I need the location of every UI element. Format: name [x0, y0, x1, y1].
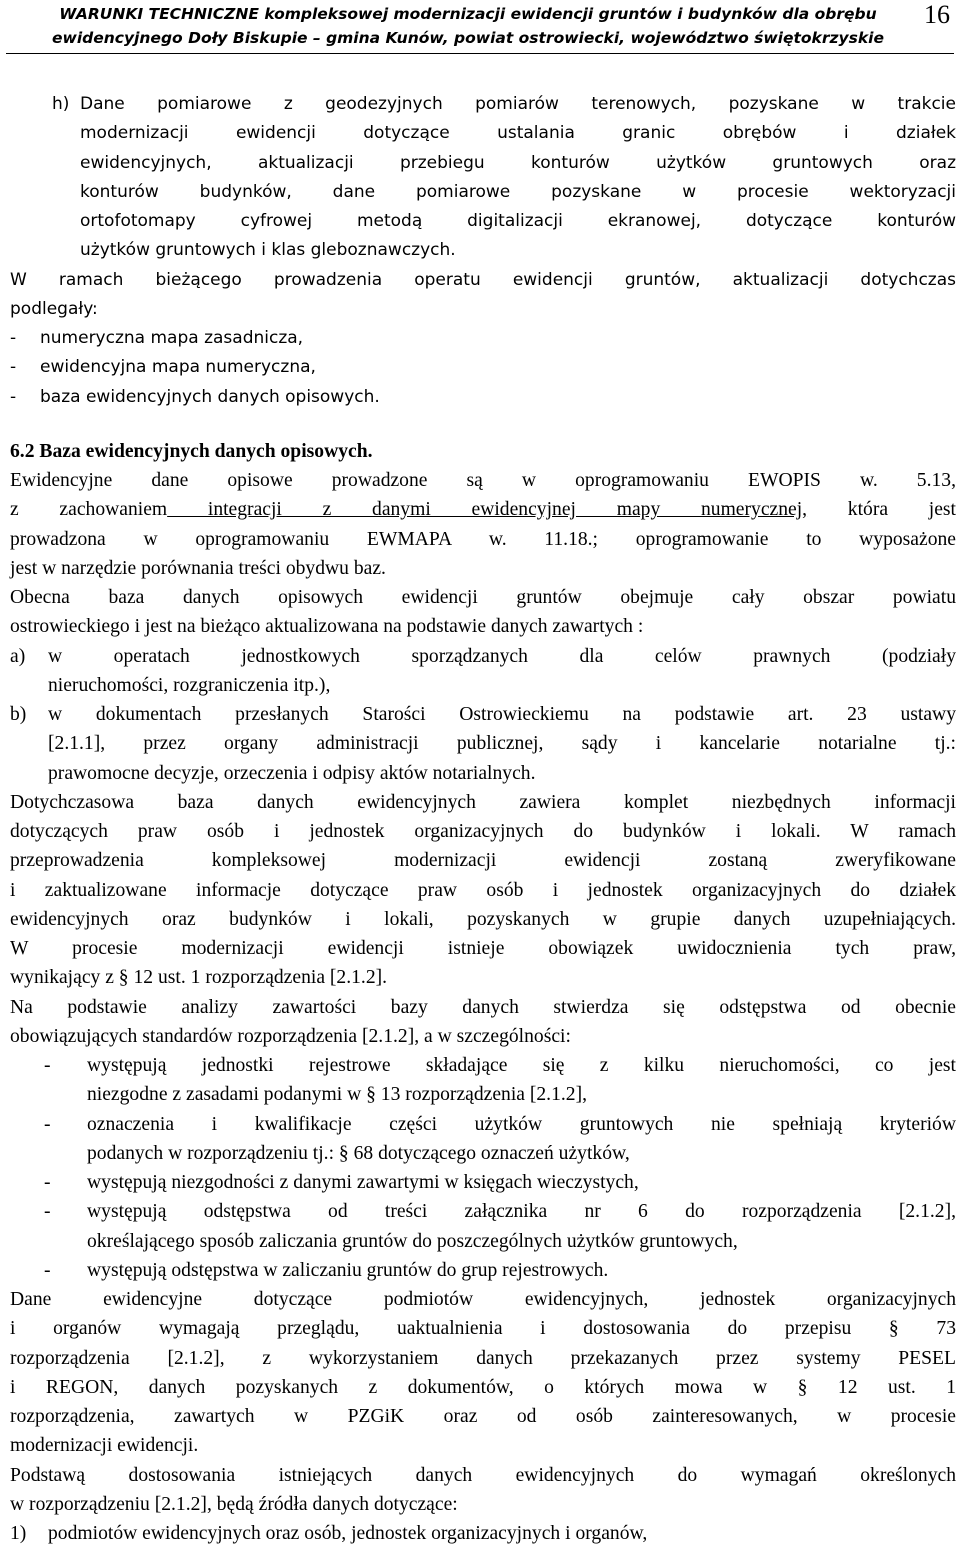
list-item-cont — [10, 1139, 956, 1168]
paragraph-text: dotyczących praw osób i jednostek organizacyjnych do budynków i lokali. W ramach — [10, 821, 956, 842]
list-item-text: w dokumentach przesłanych Starości Ostrowieckiemu na podstawie art. 23 ustawy — [48, 704, 956, 725]
paragraph-line — [10, 1373, 956, 1402]
paragraph-line — [10, 583, 956, 612]
list-item — [10, 1519, 956, 1548]
item-h-text: ortofotomapy cyfrowej metodą digitalizacji ekranowej, dotyczące konturów — [80, 211, 956, 231]
list-item-cont — [10, 1227, 956, 1256]
list-item-cont — [10, 1080, 956, 1109]
header-line-2: ewidencyjnego Doły Biskupie – gmina Kunów, powiat ostrowiecki, województwo świętokrzyskie — [52, 29, 884, 47]
paragraph-text: wynikający z § 12 ust. 1 rozporządzenia [2.1.2]. — [10, 967, 388, 989]
paragraph-line — [10, 1344, 956, 1373]
list-item-text: [2.1.1], przez organy administracji publicznej, sądy i kancelarie notarialne tj.: — [48, 733, 956, 755]
list-label: a) — [10, 645, 26, 667]
list-item — [10, 642, 956, 671]
paragraph-line — [10, 1431, 956, 1460]
item-h-label: h) — [52, 94, 70, 114]
item-h-line — [10, 149, 956, 178]
paragraph-line — [10, 817, 956, 846]
paragraph-text: która jest — [807, 499, 956, 521]
dash-marker: - — [44, 1113, 51, 1135]
list-item-text: numeryczna mapa zasadnicza, — [40, 328, 304, 348]
list-item — [10, 353, 956, 382]
dash-marker: - — [44, 1259, 51, 1281]
item-h-line — [10, 207, 956, 236]
paragraph-text: W procesie modernizacji ewidencji istnieje obowiązek uwidocznienia tych praw, — [10, 938, 956, 959]
paragraph-line — [10, 1461, 956, 1490]
paragraph-line — [10, 876, 956, 905]
list-item-cont — [10, 671, 956, 700]
intro-line — [10, 266, 956, 295]
item-h — [10, 90, 956, 412]
intro-line — [10, 295, 956, 324]
list-item-text: występują jednostki rejestrowe składające się z kilku nieruchomości, co jest — [87, 1055, 956, 1076]
paragraph-text: rozporządzenia [2.1.2], z wykorzystaniem danych przekazanych przez systemy PESEL — [10, 1347, 956, 1369]
list-label: 1) — [10, 1523, 27, 1544]
paragraph-line — [10, 1402, 956, 1431]
spacer — [10, 412, 956, 437]
paragraph-text: przeprowadzenia kompleksowej modernizacji ewidencji zostaną zweryfikowane — [10, 850, 956, 872]
list-item-text: podanych w rozporządzeniu tj.: § 68 dotyczącego oznaczeń użytków, — [87, 1142, 630, 1164]
paragraph-line — [10, 612, 956, 641]
paragraph-line — [10, 1285, 956, 1314]
list-item — [10, 1168, 956, 1197]
paragraph-line — [10, 934, 956, 963]
item-h-line — [10, 236, 956, 265]
paragraph-text: Na podstawie analizy zawartości bazy danych stwierdza się odstępstwa od obecnie — [10, 996, 956, 1018]
paragraph-text: Dane ewidencyjne dotyczące podmiotów ewidencyjnych, jednostek organizacyjnych — [10, 1289, 956, 1310]
dash-marker: - — [10, 386, 17, 407]
item-h-text: konturów budynków, dane pomiarowe pozyskane w procesie wektoryzacji — [80, 181, 956, 202]
intro-dash-list — [10, 324, 956, 412]
list-item-text: występują odstępstwa w zaliczaniu gruntów do grup rejestrowych. — [87, 1259, 609, 1281]
paragraph-text: modernizacji ewidencji. — [10, 1435, 199, 1457]
paragraph-line — [10, 495, 956, 524]
paragraph-line — [10, 788, 956, 817]
list-item — [10, 1051, 956, 1080]
paragraph-text: jest w narzędzie porównania treści obydwu baz. — [10, 557, 386, 579]
page-number: 16 — [924, 0, 950, 29]
list-item — [10, 1256, 956, 1285]
item-h-line — [10, 178, 956, 207]
paragraph-line — [10, 846, 956, 875]
paragraph-text: i REGON, danych pozyskanych z dokumentów, o których mowa w § 12 ust. 1 — [10, 1376, 956, 1398]
paragraph-text: ostrowieckiego i jest na bieżąco aktualizowana na podstawie danych zawartych : — [10, 616, 644, 638]
list-item-text: ewidencyjna mapa numeryczna, — [40, 357, 316, 378]
paragraph-line — [10, 1022, 956, 1051]
paragraph-text: rozporządzenia, zawartych w PZGiK oraz od osób zainteresowanych, w procesie — [10, 1406, 956, 1427]
dash-marker: - — [44, 1055, 51, 1076]
dash-marker: - — [10, 328, 17, 348]
header-line-1: WARUNKI TECHNICZNE kompleksowej modernizacji ewidencji gruntów i budynków dla obrębu — [59, 5, 877, 23]
list-item-text: w operatach jednostkowych sporządzanych dla celów prawnych (podziały — [48, 645, 956, 667]
paragraph-text: Podstawą dostosowania istniejących danych ewidencyjnych do wymagań określonych — [10, 1464, 956, 1486]
paragraph-text: prowadzona w oprogramowaniu EWMAPA w. 11.18.; oprogramowanie to wyposażone — [10, 528, 956, 550]
item-h-text: ewidencyjnych, aktualizacji przebiegu konturów użytków gruntowych oraz — [80, 152, 956, 173]
paragraph-line — [10, 963, 956, 992]
list-item — [10, 324, 956, 353]
item-h-text: użytków gruntowych i klas gleboznawczych. — [80, 240, 456, 261]
dash-marker: - — [10, 357, 17, 378]
list-item — [10, 383, 956, 412]
item-h-text: Dane pomiarowe z geodezyjnych pomiarów terenowych, pozyskane w trakcie — [80, 94, 956, 114]
item-h-line — [10, 90, 956, 119]
header-divider — [6, 53, 954, 54]
item-h-text: modernizacji ewidencji dotyczące ustalania granic obrębów i działek — [80, 123, 956, 144]
list-item — [10, 1197, 956, 1226]
paragraph-line — [10, 1490, 956, 1519]
list-item-text: prawomocne decyzje, orzeczenia i odpisy aktów notarialnych. — [48, 762, 536, 784]
list-item-text: określającego sposób zaliczania gruntów do poszczególnych użytków gruntowych, — [87, 1230, 738, 1252]
list-item-text: baza ewidencyjnych danych opisowych. — [40, 386, 380, 407]
paragraph-line — [10, 993, 956, 1022]
paragraph-text: i zaktualizowane informacje dotyczące praw osób i jednostek organizacyjnych do działek — [10, 879, 956, 901]
list-item-text: oznaczenia i kwalifikacje części użytków gruntowych nie spełniają kryteriów — [87, 1113, 956, 1135]
underlined-text: integracji z danymi ewidencyjnej mapy numerycznej, — [167, 499, 808, 521]
list-item-text: występują niezgodności z danymi zawartymi w księgach wieczystych, — [87, 1172, 639, 1193]
document-body — [10, 90, 956, 1548]
item-h-line — [10, 119, 956, 148]
list-item-text: niezgodne z zasadami podanymi w § 13 rozporządzenia [2.1.2], — [87, 1084, 587, 1106]
paragraph-text: z zachowaniem — [10, 499, 168, 521]
dash-marker: - — [44, 1201, 51, 1223]
list-item-cont — [10, 729, 956, 758]
intro-text: podlegały: — [10, 298, 98, 319]
list-item-text: podmiotów ewidencyjnych oraz osób, jednostek organizacyjnych i organów, — [48, 1523, 648, 1544]
header-title — [38, 2, 898, 50]
page-header — [0, 0, 960, 55]
paragraph-line — [10, 1314, 956, 1343]
paragraph-line — [10, 905, 956, 934]
paragraph-text: i organów wymagają przeglądu, uaktualnienia i dostosowania do przepisu § 73 — [10, 1318, 956, 1340]
list-item-text: nieruchomości, rozgraniczenia itp.), — [48, 674, 331, 696]
section-title: 6.2 Baza ewidencyjnych danych opisowych. — [10, 440, 373, 462]
paragraph-text: Ewidencyjne dane opisowe prowadzone są w oprogramowaniu EWOPIS w. 5.13, — [10, 470, 956, 491]
list-item-cont — [10, 759, 956, 788]
intro-text: W ramach bieżącego prowadzenia operatu ewidencji gruntów, aktualizacji dotychczas — [10, 269, 956, 290]
paragraph-line — [10, 525, 956, 554]
list-item — [10, 700, 956, 729]
paragraph-text: Obecna baza danych opisowych ewidencji gruntów obejmuje cały obszar powiatu — [10, 587, 956, 608]
paragraph-text: ewidencyjnych oraz budynków i lokali, pozyskanych w grupie danych uzupełniających. — [10, 908, 956, 930]
dash-marker: - — [44, 1172, 51, 1193]
list-item-text: występują odstępstwa od treści załącznika nr 6 do rozporządzenia [2.1.2], — [87, 1201, 956, 1223]
paragraph-line — [10, 554, 956, 583]
paragraph-text: obowiązujących standardów rozporządzenia [2.1.2], a w szczególności: — [10, 1025, 571, 1047]
paragraph-line — [10, 466, 956, 495]
paragraph-text: w rozporządzeniu [2.1.2], będą źródła danych dotyczące: — [10, 1493, 458, 1515]
paragraph-text: Dotychczasowa baza danych ewidencyjnych zawiera komplet niezbędnych informacji — [10, 791, 956, 813]
list-label: b) — [10, 704, 27, 725]
list-item — [10, 1110, 956, 1139]
